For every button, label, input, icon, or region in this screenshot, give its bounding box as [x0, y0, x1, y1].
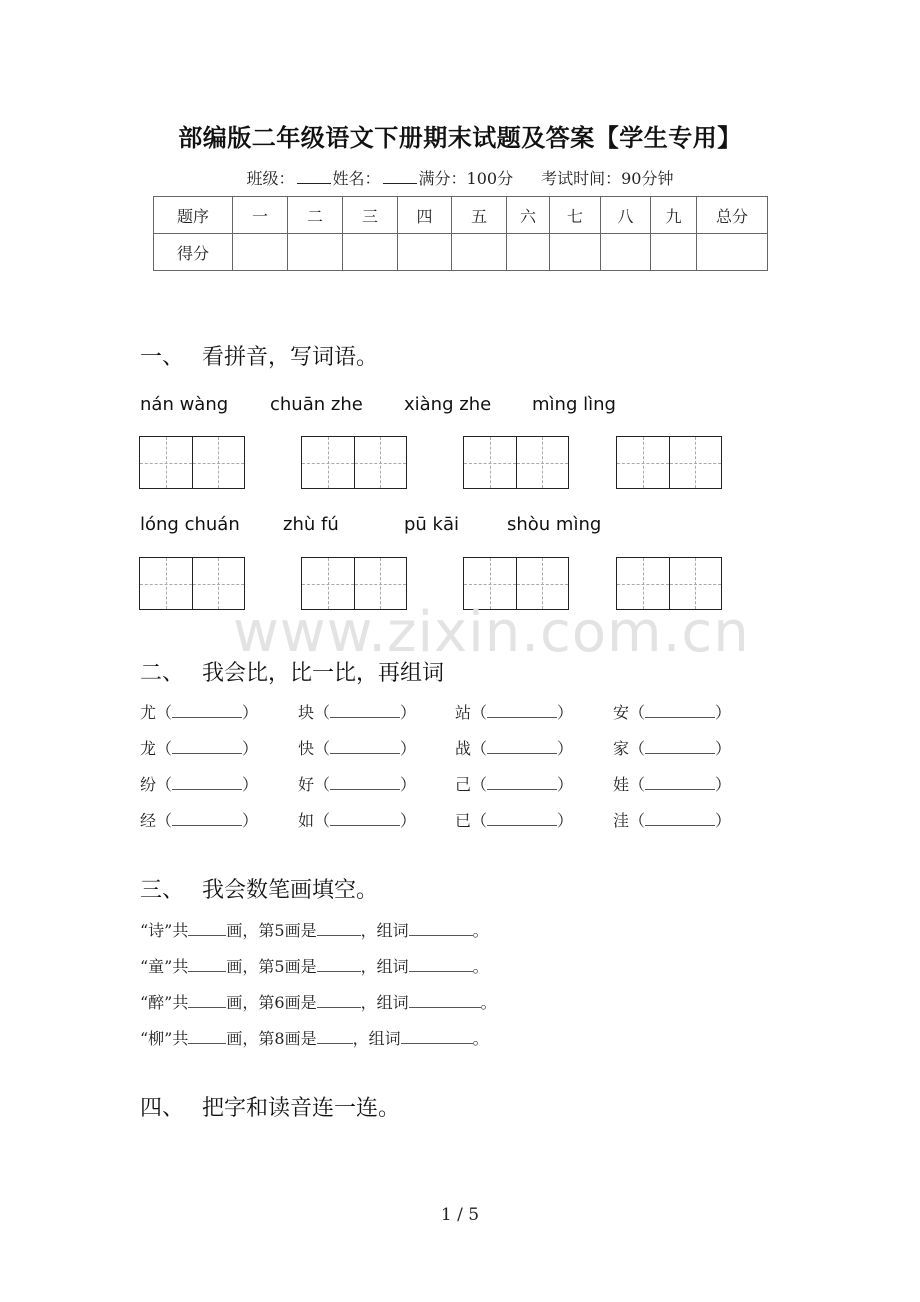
- word-char: 家: [613, 739, 630, 758]
- word-blank[interactable]: [645, 811, 715, 826]
- writing-grid[interactable]: [139, 436, 245, 489]
- open-paren: （: [629, 739, 646, 758]
- table-cell: 二: [288, 197, 343, 234]
- writing-grid[interactable]: [301, 436, 407, 489]
- open-paren: （: [471, 703, 488, 722]
- exam-time: 考试时间：90分钟: [541, 169, 674, 188]
- word-char: 尤: [140, 703, 157, 722]
- word-item: [613, 700, 731, 723]
- score-input-cell[interactable]: [398, 234, 452, 271]
- word-item: [455, 808, 573, 831]
- word-blank[interactable]: [172, 775, 242, 790]
- word-char: 纷: [140, 775, 157, 794]
- close-paren: ）: [715, 739, 732, 758]
- table-cell: 题序: [154, 197, 233, 234]
- word-blank[interactable]: [172, 703, 242, 718]
- score-input-cell[interactable]: [697, 234, 768, 271]
- word-item: [455, 736, 573, 759]
- open-paren: （: [314, 775, 331, 794]
- pinyin-label: xiàng zhe: [404, 394, 492, 415]
- close-paren: ）: [557, 739, 574, 758]
- pinyin-label: shòu mìng: [507, 514, 602, 535]
- word-item: [613, 736, 731, 759]
- open-paren: （: [314, 703, 331, 722]
- word-item: [140, 808, 258, 831]
- close-paren: ）: [715, 775, 732, 794]
- open-paren: （: [471, 811, 488, 830]
- word-item: [298, 808, 416, 831]
- watermark: www.zixin.com.cn: [233, 600, 750, 665]
- score-input-cell[interactable]: [550, 234, 601, 271]
- open-paren: （: [629, 775, 646, 794]
- word-char: 洼: [613, 811, 630, 830]
- word-item: [140, 772, 258, 795]
- word-blank[interactable]: [645, 739, 715, 754]
- open-paren: （: [156, 775, 173, 794]
- word-item: [455, 700, 573, 723]
- stroke-count-blank[interactable]: [188, 957, 226, 972]
- table-cell: 一: [233, 197, 288, 234]
- name-blank[interactable]: [383, 169, 417, 184]
- pinyin-label: chuān zhe: [270, 394, 363, 415]
- word-char: 经: [140, 811, 157, 830]
- section-1-heading: 一、 看拼音，写词语。: [140, 345, 379, 370]
- close-paren: ）: [557, 703, 574, 722]
- close-paren: ）: [242, 703, 259, 722]
- word-item: [298, 736, 416, 759]
- open-paren: （: [471, 775, 488, 794]
- word-blank[interactable]: [172, 739, 242, 754]
- word-char: 已: [455, 811, 472, 830]
- word-item: [613, 772, 731, 795]
- close-paren: ）: [557, 775, 574, 794]
- page-title: 部编版二年级语文下册期末试题及答案【学生专用】: [178, 123, 742, 152]
- open-paren: （: [629, 703, 646, 722]
- stroke-count-blank[interactable]: [188, 921, 226, 936]
- open-paren: （: [314, 739, 331, 758]
- score-value-row: [154, 234, 768, 271]
- table-cell: 九: [651, 197, 697, 234]
- pinyin-label: zhù fú: [283, 514, 339, 535]
- close-paren: ）: [242, 775, 259, 794]
- score-input-cell[interactable]: [507, 234, 550, 271]
- word-blank[interactable]: [330, 703, 400, 718]
- table-cell: 四: [398, 197, 452, 234]
- word-item: [140, 736, 258, 759]
- table-cell: 三: [343, 197, 398, 234]
- score-table: [153, 196, 768, 271]
- close-paren: ）: [400, 811, 417, 830]
- stroke-blank[interactable]: [317, 1029, 353, 1044]
- word-char: 龙: [140, 739, 157, 758]
- word-char: 块: [298, 703, 315, 722]
- open-paren: （: [156, 739, 173, 758]
- stroke-item: “柳”共 画，第8画是 ，组词 。: [140, 1029, 489, 1048]
- score-input-cell[interactable]: [452, 234, 507, 271]
- word-char: 站: [455, 703, 472, 722]
- word-item: [298, 772, 416, 795]
- table-cell: 总分: [697, 197, 768, 234]
- pinyin-label: mìng lìng: [532, 394, 616, 415]
- table-cell: 五: [452, 197, 507, 234]
- writing-grid[interactable]: [139, 557, 245, 610]
- word-char: 己: [455, 775, 472, 794]
- score-input-cell[interactable]: [233, 234, 288, 271]
- name-label: 姓名：: [332, 169, 381, 188]
- score-input-cell[interactable]: [601, 234, 651, 271]
- exam-info: [0, 166, 920, 189]
- full-score: 满分：100分: [418, 169, 514, 188]
- table-cell: 得分: [154, 234, 233, 271]
- open-paren: （: [156, 703, 173, 722]
- score-input-cell[interactable]: [288, 234, 343, 271]
- word-blank[interactable]: [487, 811, 557, 826]
- word-char: 娃: [613, 775, 630, 794]
- close-paren: ）: [400, 775, 417, 794]
- stroke-item: “诗”共 画，第5画是 ，组词 。: [140, 921, 489, 940]
- writing-grid[interactable]: [463, 436, 569, 489]
- word-blank[interactable]: [401, 1029, 473, 1044]
- class-label: 班级：: [246, 169, 295, 188]
- writing-grid[interactable]: [616, 436, 722, 489]
- class-blank[interactable]: [297, 169, 331, 184]
- word-char: 好: [298, 775, 315, 794]
- section-2-heading: 二、 我会比，比一比，再组词: [140, 661, 445, 686]
- pinyin-label: nán wàng: [140, 394, 229, 415]
- word-item: [613, 808, 731, 831]
- word-blank[interactable]: [330, 739, 400, 754]
- score-input-cell[interactable]: [343, 234, 398, 271]
- word-char: 快: [298, 739, 315, 758]
- stroke-blank[interactable]: [317, 921, 361, 936]
- word-blank[interactable]: [487, 703, 557, 718]
- open-paren: （: [314, 811, 331, 830]
- table-cell: 八: [601, 197, 651, 234]
- word-blank[interactable]: [487, 775, 557, 790]
- word-blank[interactable]: [487, 739, 557, 754]
- word-blank[interactable]: [409, 921, 473, 936]
- stroke-item: “童”共 画，第5画是 ，组词 。: [140, 957, 489, 976]
- close-paren: ）: [400, 703, 417, 722]
- stroke-item: “醉”共 画，第6画是 ，组词 。: [140, 993, 497, 1012]
- stroke-blank[interactable]: [317, 993, 361, 1008]
- close-paren: ）: [715, 811, 732, 830]
- close-paren: ）: [400, 739, 417, 758]
- close-paren: ）: [715, 703, 732, 722]
- open-paren: （: [629, 811, 646, 830]
- stroke-blank[interactable]: [317, 957, 361, 972]
- word-char: 如: [298, 811, 315, 830]
- section-3-heading: 三、 我会数笔画填空。: [140, 878, 379, 903]
- word-item: [298, 700, 416, 723]
- word-blank[interactable]: [330, 811, 400, 826]
- word-blank[interactable]: [645, 775, 715, 790]
- close-paren: ）: [557, 811, 574, 830]
- word-blank[interactable]: [409, 993, 481, 1008]
- stroke-count-blank[interactable]: [188, 993, 226, 1008]
- word-item: [140, 700, 258, 723]
- page-number: 1 / 5: [440, 1205, 480, 1225]
- score-input-cell[interactable]: [651, 234, 697, 271]
- stroke-count-blank[interactable]: [188, 1029, 226, 1044]
- open-paren: （: [156, 811, 173, 830]
- word-blank[interactable]: [330, 775, 400, 790]
- pinyin-label: lóng chuán: [140, 514, 240, 535]
- close-paren: ）: [242, 811, 259, 830]
- word-blank[interactable]: [172, 811, 242, 826]
- word-char: 安: [613, 703, 630, 722]
- word-item: [455, 772, 573, 795]
- table-cell: 六: [507, 197, 550, 234]
- table-cell: 七: [550, 197, 601, 234]
- word-char: 战: [455, 739, 472, 758]
- word-blank[interactable]: [409, 957, 473, 972]
- section-4-heading: 四、 把字和读音连一连。: [140, 1096, 401, 1121]
- open-paren: （: [471, 739, 488, 758]
- word-blank[interactable]: [645, 703, 715, 718]
- score-header-row: [154, 197, 768, 234]
- close-paren: ）: [242, 739, 259, 758]
- pinyin-label: pū kāi: [404, 514, 460, 535]
